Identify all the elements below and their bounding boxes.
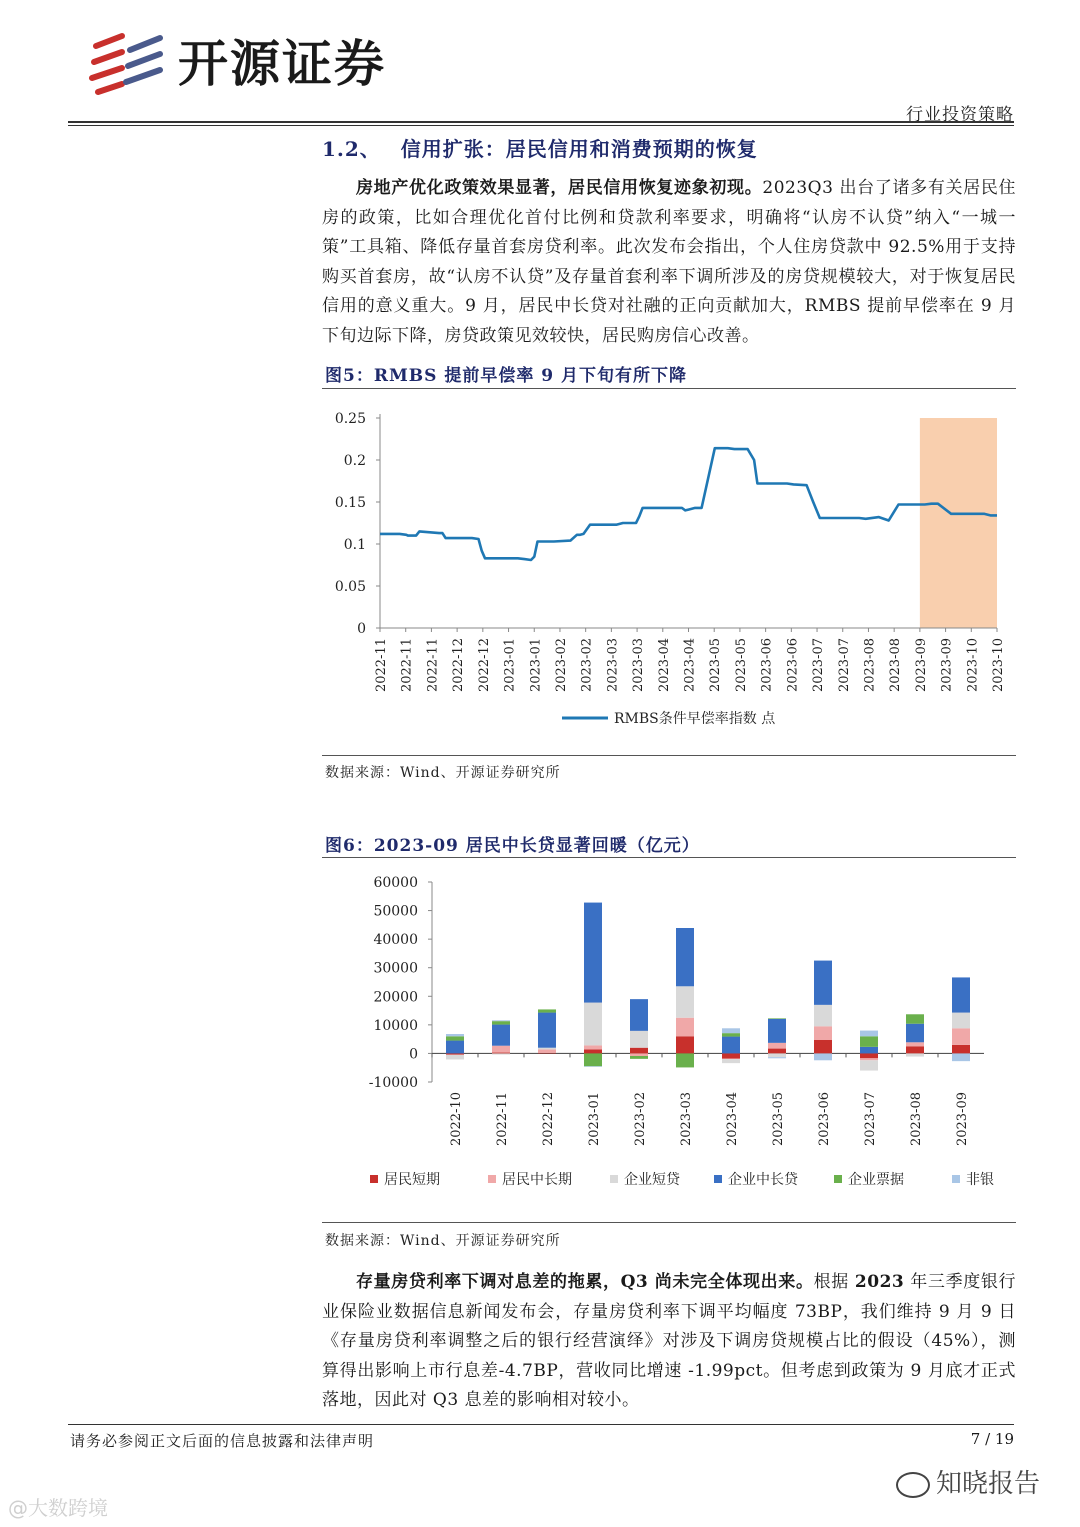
bar-segment [538,1013,556,1048]
paragraph-year: 2023 [854,1272,905,1292]
bar-segment [446,1041,464,1054]
bar-segment [584,903,602,1003]
bar-segment [952,977,970,1012]
bar-segment [768,1043,786,1049]
bar-segment [768,1057,786,1058]
bar-segment [814,1005,832,1026]
bar-segment [814,961,832,1005]
paragraph-lead: 存量房贷利率下调对息差的拖累，Q3 尚未完全体现出来。 [356,1272,814,1292]
bar-segment [814,1040,832,1053]
x-tick-label: 2023-06 [759,638,775,693]
x-tick-label: 2022-11 [495,1092,510,1147]
legend-label: 非银 [966,1172,994,1188]
paragraph-body-start: 根据 [813,1272,855,1292]
bar-segment [722,1053,740,1058]
watermark-left: @大数跨境 [8,1496,108,1520]
x-tick-label: 2023-01 [587,1092,602,1147]
figure-5-title: 图5：RMBS 提前早偿率 9 月下旬有所下降 [325,366,688,386]
y-tick-label: 0 [357,621,366,637]
bar-segment [906,1042,924,1046]
figure-6-title: 图6：2023-09 居民中长贷显著回暖（亿元） [325,836,700,856]
x-tick-label: 2023-01 [528,638,544,693]
bar-segment [906,1046,924,1053]
x-tick-label: 2023-02 [579,638,595,693]
watermark-right [896,1463,1040,1500]
bar-segment [952,1028,970,1045]
x-tick-label: 2023-04 [656,638,672,693]
highlight-band [920,418,997,628]
x-tick-label: 2023-06 [785,638,801,693]
y-tick-label: 0.05 [334,579,366,595]
bar-segment [676,1018,694,1037]
paragraph-margin-impact [322,1268,1016,1416]
bar-segment [676,1053,694,1067]
y-tick-label: -10000 [368,1075,418,1091]
figure-6-source: 数据来源：Wind、开源证券研究所 [325,1233,561,1249]
bar-segment [952,1013,970,1029]
figure-6-top-rule [322,857,1016,858]
figure-5-bottom-rule [322,755,1016,756]
rmbs-prepayment-line-chart [322,392,1016,744]
x-tick-label: 2023-01 [502,638,518,693]
x-tick-label: 2023-08 [909,1092,924,1147]
legend-label: 企业短贷 [624,1172,680,1188]
bar-segment [860,1058,878,1060]
x-tick-label: 2023-02 [633,1092,648,1147]
y-tick-label: 20000 [373,989,418,1006]
bar-segment [676,928,694,986]
legend-label: 居民中长期 [502,1172,572,1188]
section-number: 1.2、 [322,137,381,161]
bar-segment [906,1014,924,1023]
x-tick-label: 2023-04 [725,1092,740,1147]
bar-segment [492,1053,510,1054]
x-tick-label: 2022-12 [541,1092,556,1147]
y-tick-label: 0.25 [334,411,366,427]
x-tick-label: 2023-03 [679,1092,694,1147]
bar-segment [722,1033,740,1036]
footer-disclaimer: 请务必参阅正文后面的信息披露和法律声明 [70,1432,375,1450]
bar-segment [584,1045,602,1049]
bar-segment [722,1059,740,1060]
bar-segment [446,1034,464,1036]
y-tick-label: 30000 [373,960,418,977]
bar-segment [676,986,694,1017]
bar-segment [906,1053,924,1056]
x-tick-label: 2023-05 [733,638,749,693]
legend-label: RMBS条件早偿率指数 点 [614,711,776,727]
x-tick-label: 2023-09 [955,1092,970,1147]
x-tick-label: 2023-02 [553,638,569,693]
x-tick-label: 2023-10 [965,638,981,693]
x-tick-label: 2023-07 [836,638,852,693]
series-line-rmbs [380,448,997,560]
bar-segment [446,1036,464,1040]
x-tick-label: 2023-09 [913,638,929,693]
y-tick-label: 50000 [373,903,418,920]
loan-structure-stacked-bar-chart [322,862,1016,1202]
header-rule [68,121,1014,123]
x-tick-label: 2023-07 [811,638,827,693]
legend-label: 企业中长贷 [728,1172,798,1188]
document-type: 行业投资策略 [906,105,1014,125]
x-tick-label: 2023-03 [605,638,621,693]
bar-segment [630,1031,648,1048]
bar-segment [630,1048,648,1054]
bar-segment [722,1059,740,1063]
figure-5-top-rule [322,388,1016,389]
bar-segment [630,1053,648,1056]
bar-segment [952,1053,970,1061]
y-tick-label: 40000 [373,932,418,949]
bar-segment [676,1036,694,1053]
x-tick-label: 2023-04 [682,638,698,693]
bar-segment [860,1036,878,1047]
bar-segment [492,1046,510,1053]
bar-segment [538,1049,556,1052]
header-rule-thin [68,125,1014,126]
legend-swatch [714,1175,722,1183]
bar-segment [860,1047,878,1054]
x-tick-label: 2023-08 [862,638,878,693]
bar-segment [860,1060,878,1070]
legend-swatch [952,1175,960,1183]
bar-segment [492,1025,510,1046]
paragraph-lead: 房地产优化政策效果显著，居民信用恢复迹象初现。 [356,178,763,198]
figure-5-source: 数据来源：Wind、开源证券研究所 [325,765,561,781]
page-number: 7 / 19 [970,1430,1014,1448]
paragraph-credit-recovery [322,174,1016,351]
bar-segment [722,1028,740,1033]
x-tick-label: 2023-10 [991,638,1006,693]
wechat-icon [896,1472,930,1498]
bar-segment [860,1031,878,1037]
bar-segment [446,1053,464,1054]
y-tick-label: 10000 [373,1017,418,1034]
x-tick-label: 2022-12 [476,638,492,693]
x-tick-label: 2023-03 [631,638,647,693]
paragraph-body: 2023Q3 出台了诸多有关居民住房的政策，比如合理优化首付比例和贷款利率要求，明确将“认房不认贷”纳入“一城一策”工具箱、降低存量首套房贷利率。此次发布会指出，个人住房贷款中 92.5%用于支持购买首套房，故“认房不认贷”及存量首套利率下调所涉及的房贷规模较大，对于恢复居民信用的意义重大。9 月，居民中长贷对社融的正向贡献加大，RMBS 提前早偿率在 9 月下旬边际下降，房贷政策见效较快，居民购房信心改善。 [322,178,1017,346]
brand-name: 开源证券 [178,35,386,93]
bar-segment [492,1020,510,1021]
section-title: 信用扩张：居民信用和消费预期的恢复 [400,137,758,161]
bar-segment [768,1019,786,1043]
figure-6-bottom-rule [322,1222,1016,1223]
legend-swatch [610,1175,618,1183]
brand-logo-icon [88,30,168,100]
x-tick-label: 2023-07 [863,1092,878,1147]
x-tick-label: 2022-11 [399,638,415,693]
bar-segment [492,1053,510,1054]
bar-segment [584,1003,602,1046]
bar-segment [906,1024,924,1043]
bar-segment [538,1053,556,1054]
y-tick-label: 0.15 [334,495,366,511]
legend-label: 居民短期 [384,1172,440,1188]
y-tick-label: 0.1 [343,537,366,553]
bar-segment [722,1037,740,1054]
bar-segment [584,1049,602,1053]
bar-segment [768,1053,786,1057]
watermark-right-text: 知晓报告 [935,1469,1040,1499]
x-tick-label: 2022-10 [449,1092,464,1147]
bar-segment [768,1018,786,1019]
legend-swatch [488,1175,496,1183]
x-tick-label: 2022-11 [374,638,389,693]
bar-segment [584,1066,602,1067]
legend-swatch [834,1175,842,1183]
legend-swatch [370,1175,378,1183]
x-tick-label: 2023-09 [939,638,955,693]
legend-label: 企业票据 [848,1172,904,1188]
bar-segment [952,1045,970,1054]
bar-segment [814,1026,832,1040]
y-tick-label: 0 [409,1046,418,1063]
x-tick-label: 2023-05 [771,1092,786,1147]
paragraph-body: 年三季度银行业保险业数据信息新闻发布会，存量房贷利率下调平均幅度 73BP，我们维持 9 月 9 日《存量房贷利率调整之后的银行经营演绎》对涉及下调房贷规模占比的假设（45%），测算得出影响上市行息差-4.7BP，营收同比增速 -1.99pct。但考虑到政策为 9 月底才正式落地，因此对 Q3 息差的影响相对较小。 [322,1272,1017,1410]
bar-segment [630,999,648,1031]
bar-segment [814,1053,832,1060]
x-tick-label: 2023-05 [708,638,724,693]
y-tick-label: 0.2 [343,453,366,469]
bar-segment [492,1021,510,1024]
bar-segment [630,1056,648,1059]
section-heading [322,133,758,162]
bar-segment [768,1049,786,1054]
x-tick-label: 2022-11 [425,638,441,693]
bar-segment [446,1055,464,1060]
x-tick-label: 2022-12 [451,638,467,693]
footer-rule [68,1424,1014,1425]
x-tick-label: 2023-08 [888,638,904,693]
x-tick-label: 2023-06 [817,1092,832,1147]
bar-segment [538,1048,556,1050]
y-tick-label: 60000 [373,875,418,891]
bar-segment [584,1053,602,1066]
bar-segment [860,1053,878,1058]
bar-segment [538,1009,556,1012]
